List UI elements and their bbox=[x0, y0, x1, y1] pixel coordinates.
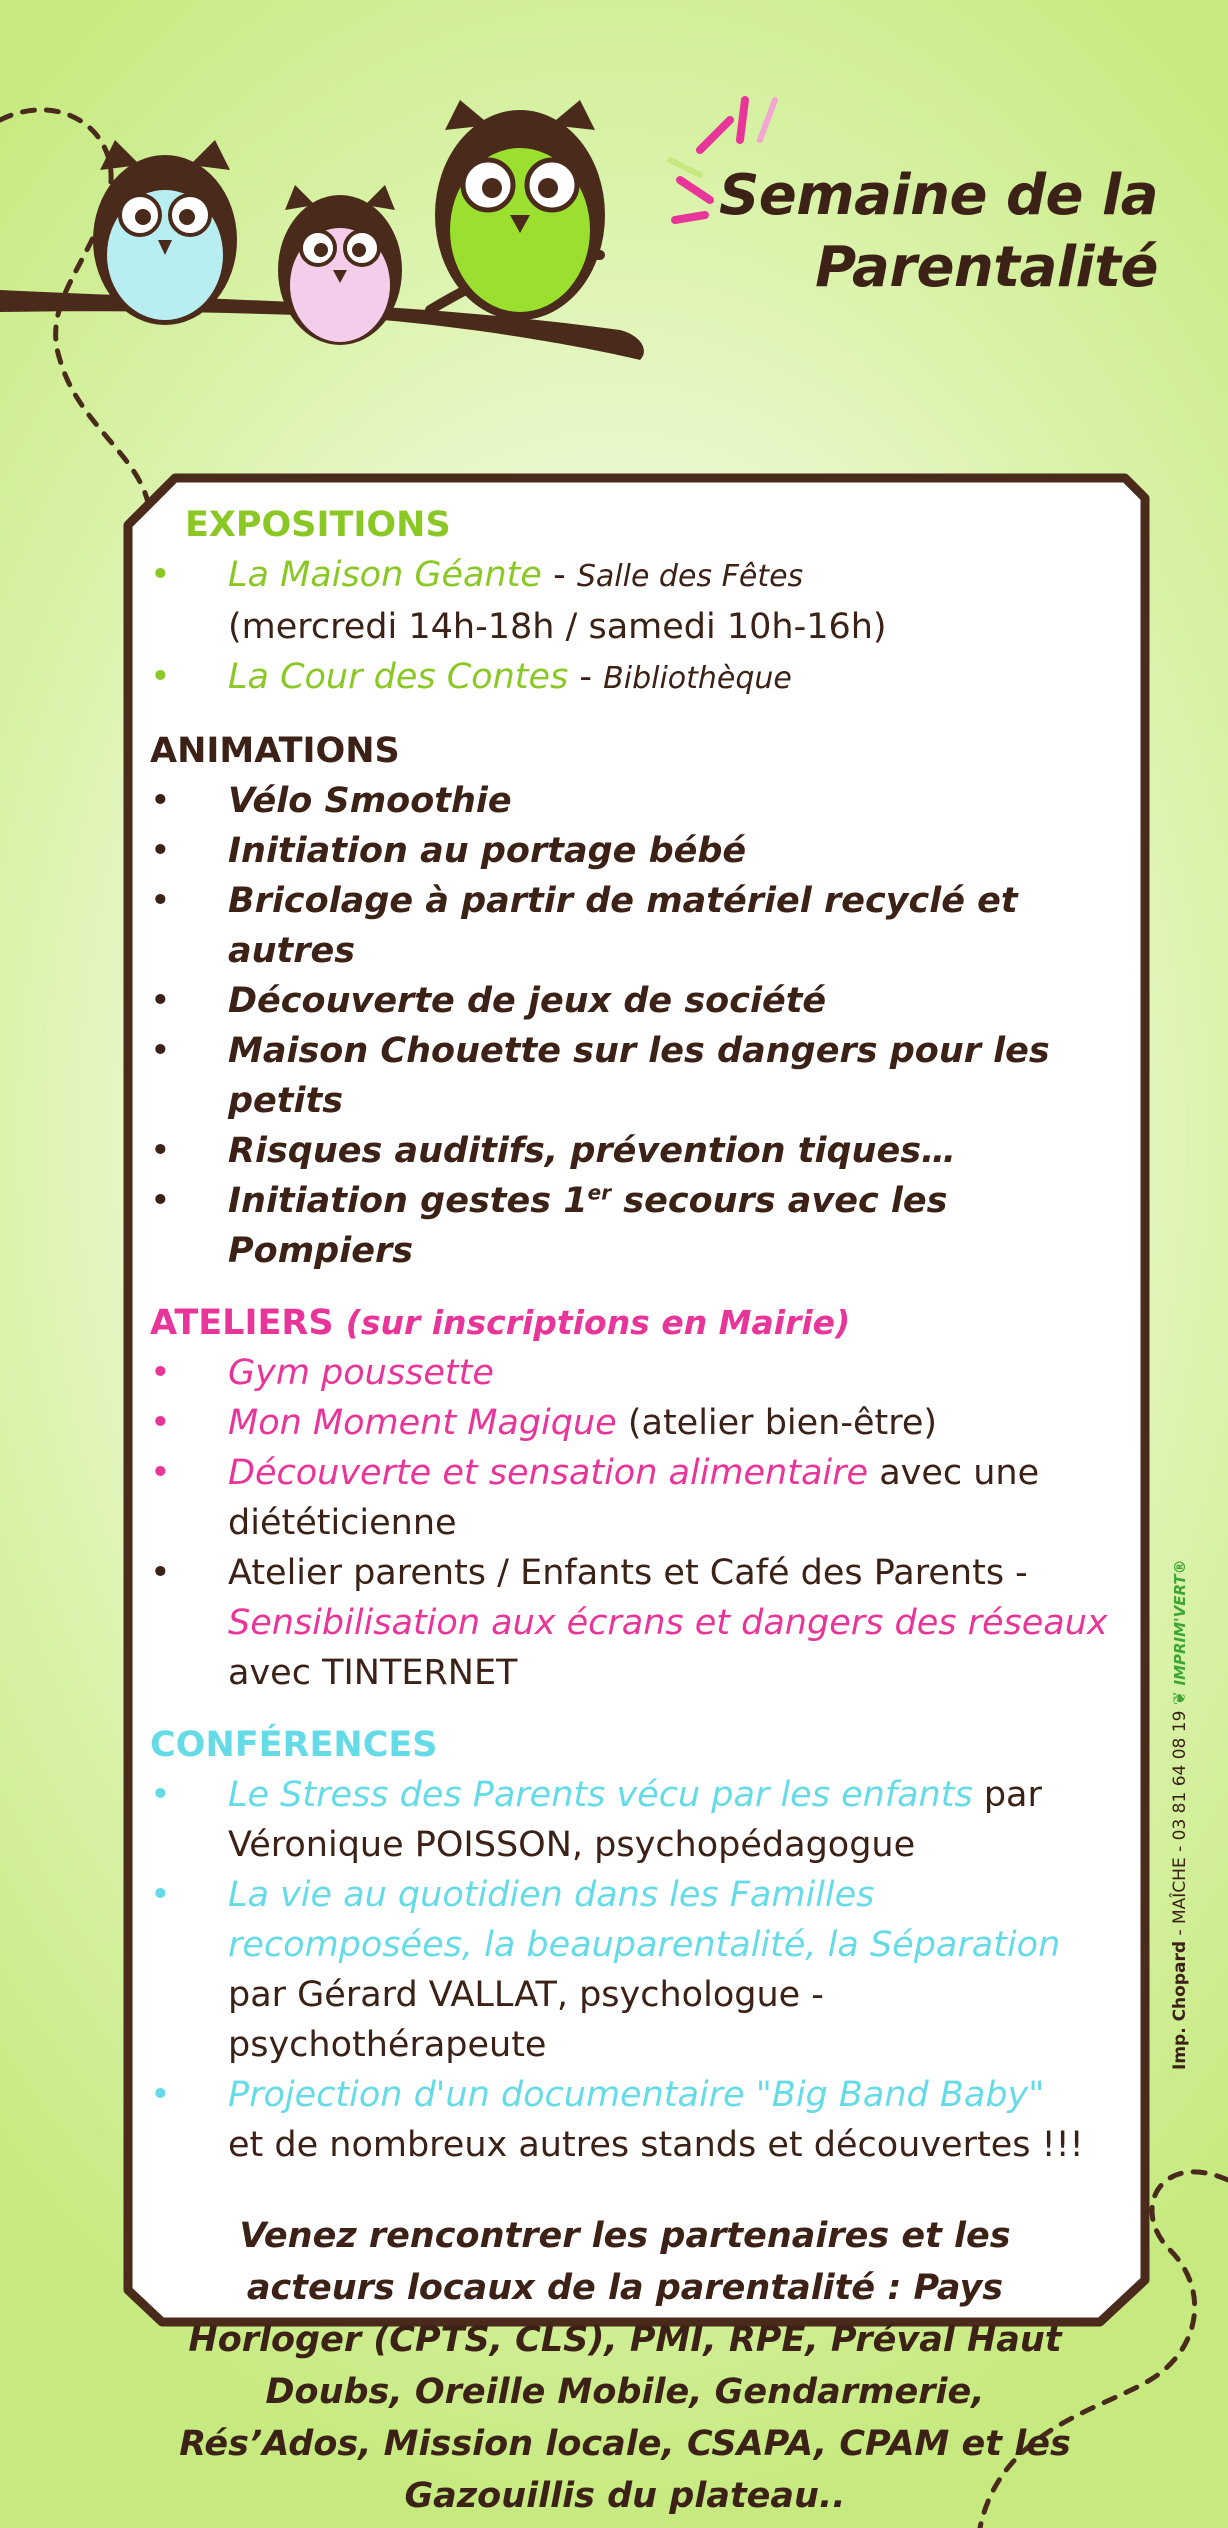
bullet-icon: • bbox=[150, 1031, 171, 1071]
printer-credit bbox=[1170, 1559, 1190, 2070]
owl-green-icon bbox=[435, 100, 605, 320]
atelier-name: Gym poussette bbox=[228, 1353, 494, 1393]
list-item bbox=[150, 1126, 1110, 1176]
list-item bbox=[150, 1348, 1110, 1398]
atelier-detail: avec TINTERNET bbox=[228, 1653, 518, 1693]
list-item bbox=[150, 1870, 1110, 2070]
list-item bbox=[150, 976, 1110, 1026]
bullet-icon: • bbox=[150, 657, 171, 697]
bullet-icon: • bbox=[150, 781, 171, 821]
animation-label: Maison Chouette sur les dangers pour les petits bbox=[228, 1031, 1050, 1121]
bullet-icon: • bbox=[150, 1875, 171, 1915]
exposition-place: Salle des Fêtes bbox=[576, 559, 804, 594]
bullet-icon: • bbox=[150, 1553, 171, 1593]
title-line-1: Semaine de la bbox=[718, 163, 1158, 228]
exposition-name: La Cour des Contes bbox=[228, 657, 569, 697]
ordinal-superscript: er bbox=[587, 1180, 612, 1205]
bullet-icon: • bbox=[150, 1131, 171, 1171]
list-item bbox=[150, 1448, 1110, 1548]
animation-label bbox=[228, 1181, 947, 1271]
animation-label-part: secours avec les Pompiers bbox=[228, 1181, 948, 1271]
conference-title: Projection d'un documentaire "Big Band Baby" bbox=[228, 2075, 1045, 2115]
animations-list bbox=[150, 776, 1110, 1276]
conference-note: et de nombreux autres stands et découvertes !!! bbox=[228, 2125, 1084, 2165]
animation-label-part: Initiation gestes 1 bbox=[228, 1181, 588, 1221]
animation-label: Risques auditifs, prévention tiques… bbox=[228, 1131, 957, 1171]
separator: - bbox=[541, 555, 577, 595]
bullet-icon: • bbox=[150, 881, 171, 921]
owl-pink-icon bbox=[278, 185, 402, 345]
list-item bbox=[150, 1026, 1110, 1126]
list-item bbox=[150, 652, 1110, 704]
bullet-icon: • bbox=[150, 1181, 171, 1221]
conferences-heading: CONFÉRENCES bbox=[150, 1725, 438, 1765]
list-item bbox=[150, 826, 1110, 876]
list-item bbox=[150, 1176, 1110, 1276]
ateliers-list bbox=[150, 1348, 1110, 1698]
program-content bbox=[150, 500, 1110, 2522]
atelier-detail: avec une diététicienne bbox=[228, 1453, 1040, 1543]
list-item bbox=[150, 1398, 1110, 1448]
conference-speaker: par Gérard VALLAT, psychologue - psychothérapeute bbox=[228, 1975, 824, 2065]
animation-label: Initiation au portage bébé bbox=[228, 831, 747, 871]
printer-name: Imp. Chopard bbox=[1170, 1940, 1190, 2070]
atelier-detail: (atelier bien-être) bbox=[616, 1403, 938, 1443]
title-line-2: Parentalité bbox=[815, 235, 1158, 300]
ateliers-title: ATELIERS bbox=[150, 1303, 334, 1343]
bullet-icon: • bbox=[150, 831, 171, 871]
animations-heading: ANIMATIONS bbox=[150, 731, 400, 771]
leaf-icon: ❦ bbox=[1170, 1690, 1190, 1706]
ateliers-subtitle: (sur inscriptions en Mairie) bbox=[345, 1303, 851, 1342]
animation-label: Vélo Smoothie bbox=[228, 781, 512, 821]
bullet-icon: • bbox=[150, 1775, 171, 1815]
owl-blue-icon bbox=[93, 140, 237, 325]
animation-label: Découverte de jeux de société bbox=[228, 981, 827, 1021]
conferences-list bbox=[150, 1770, 1110, 2170]
exposition-place: Bibliothèque bbox=[603, 661, 792, 696]
atelier-name: Découverte et sensation alimentaire bbox=[228, 1453, 869, 1493]
atelier-name: Sensibilisation aux écrans et dangers des réseaux bbox=[228, 1603, 1108, 1643]
list-item bbox=[150, 776, 1110, 826]
list-item bbox=[150, 2070, 1110, 2170]
exposition-name: La Maison Géante bbox=[228, 555, 542, 595]
exposition-hours: (mercredi 14h-18h / samedi 10h-16h) bbox=[228, 607, 887, 647]
page-title bbox=[719, 160, 1158, 304]
printer-brand: IMPRIM'VERT® bbox=[1171, 1559, 1189, 1686]
list-item bbox=[150, 550, 1110, 652]
separator: - bbox=[568, 657, 604, 697]
conference-speaker: par Véronique POISSON, psychopédagogue bbox=[228, 1775, 1042, 1865]
list-item bbox=[150, 1770, 1110, 1870]
printer-info: - MAÎCHE - 03 81 64 08 19 bbox=[1170, 1710, 1190, 1941]
bullet-icon: • bbox=[150, 1353, 171, 1393]
conference-title: La vie au quotidien dans les Familles recomposées, la beauparentalité, la Séparation bbox=[228, 1875, 1061, 1965]
bullet-icon: • bbox=[150, 555, 171, 595]
bullet-icon: • bbox=[150, 2075, 171, 2115]
atelier-name: Mon Moment Magique bbox=[228, 1403, 617, 1443]
bullet-icon: • bbox=[150, 1403, 171, 1443]
atelier-intro: Atelier parents / Enfants et Café des Parents - bbox=[228, 1553, 1028, 1593]
closing-message: Venez rencontrer les partenaires et les acteurs locaux de la parentalité : Pays Horloger (CPTS, CLS), PMI, RPE, Préval Haut Doubs, Oreille Mobile, Gendarmerie, Rés’Ados, Mission locale, CSAPA, CPAM et les Gazouillis du plateau.. bbox=[179, 2216, 1071, 2516]
expositions-list bbox=[150, 550, 1110, 704]
animation-label: Bricolage à partir de matériel recyclé et autres bbox=[228, 881, 1018, 971]
conference-title: Le Stress des Parents vécu par les enfants bbox=[228, 1775, 973, 1815]
expositions-heading: EXPOSITIONS bbox=[185, 505, 451, 545]
list-item bbox=[150, 876, 1110, 976]
bullet-icon: • bbox=[150, 1453, 171, 1493]
bullet-icon: • bbox=[150, 981, 171, 1021]
list-item bbox=[150, 1548, 1110, 1698]
ateliers-heading bbox=[150, 1298, 1110, 1348]
